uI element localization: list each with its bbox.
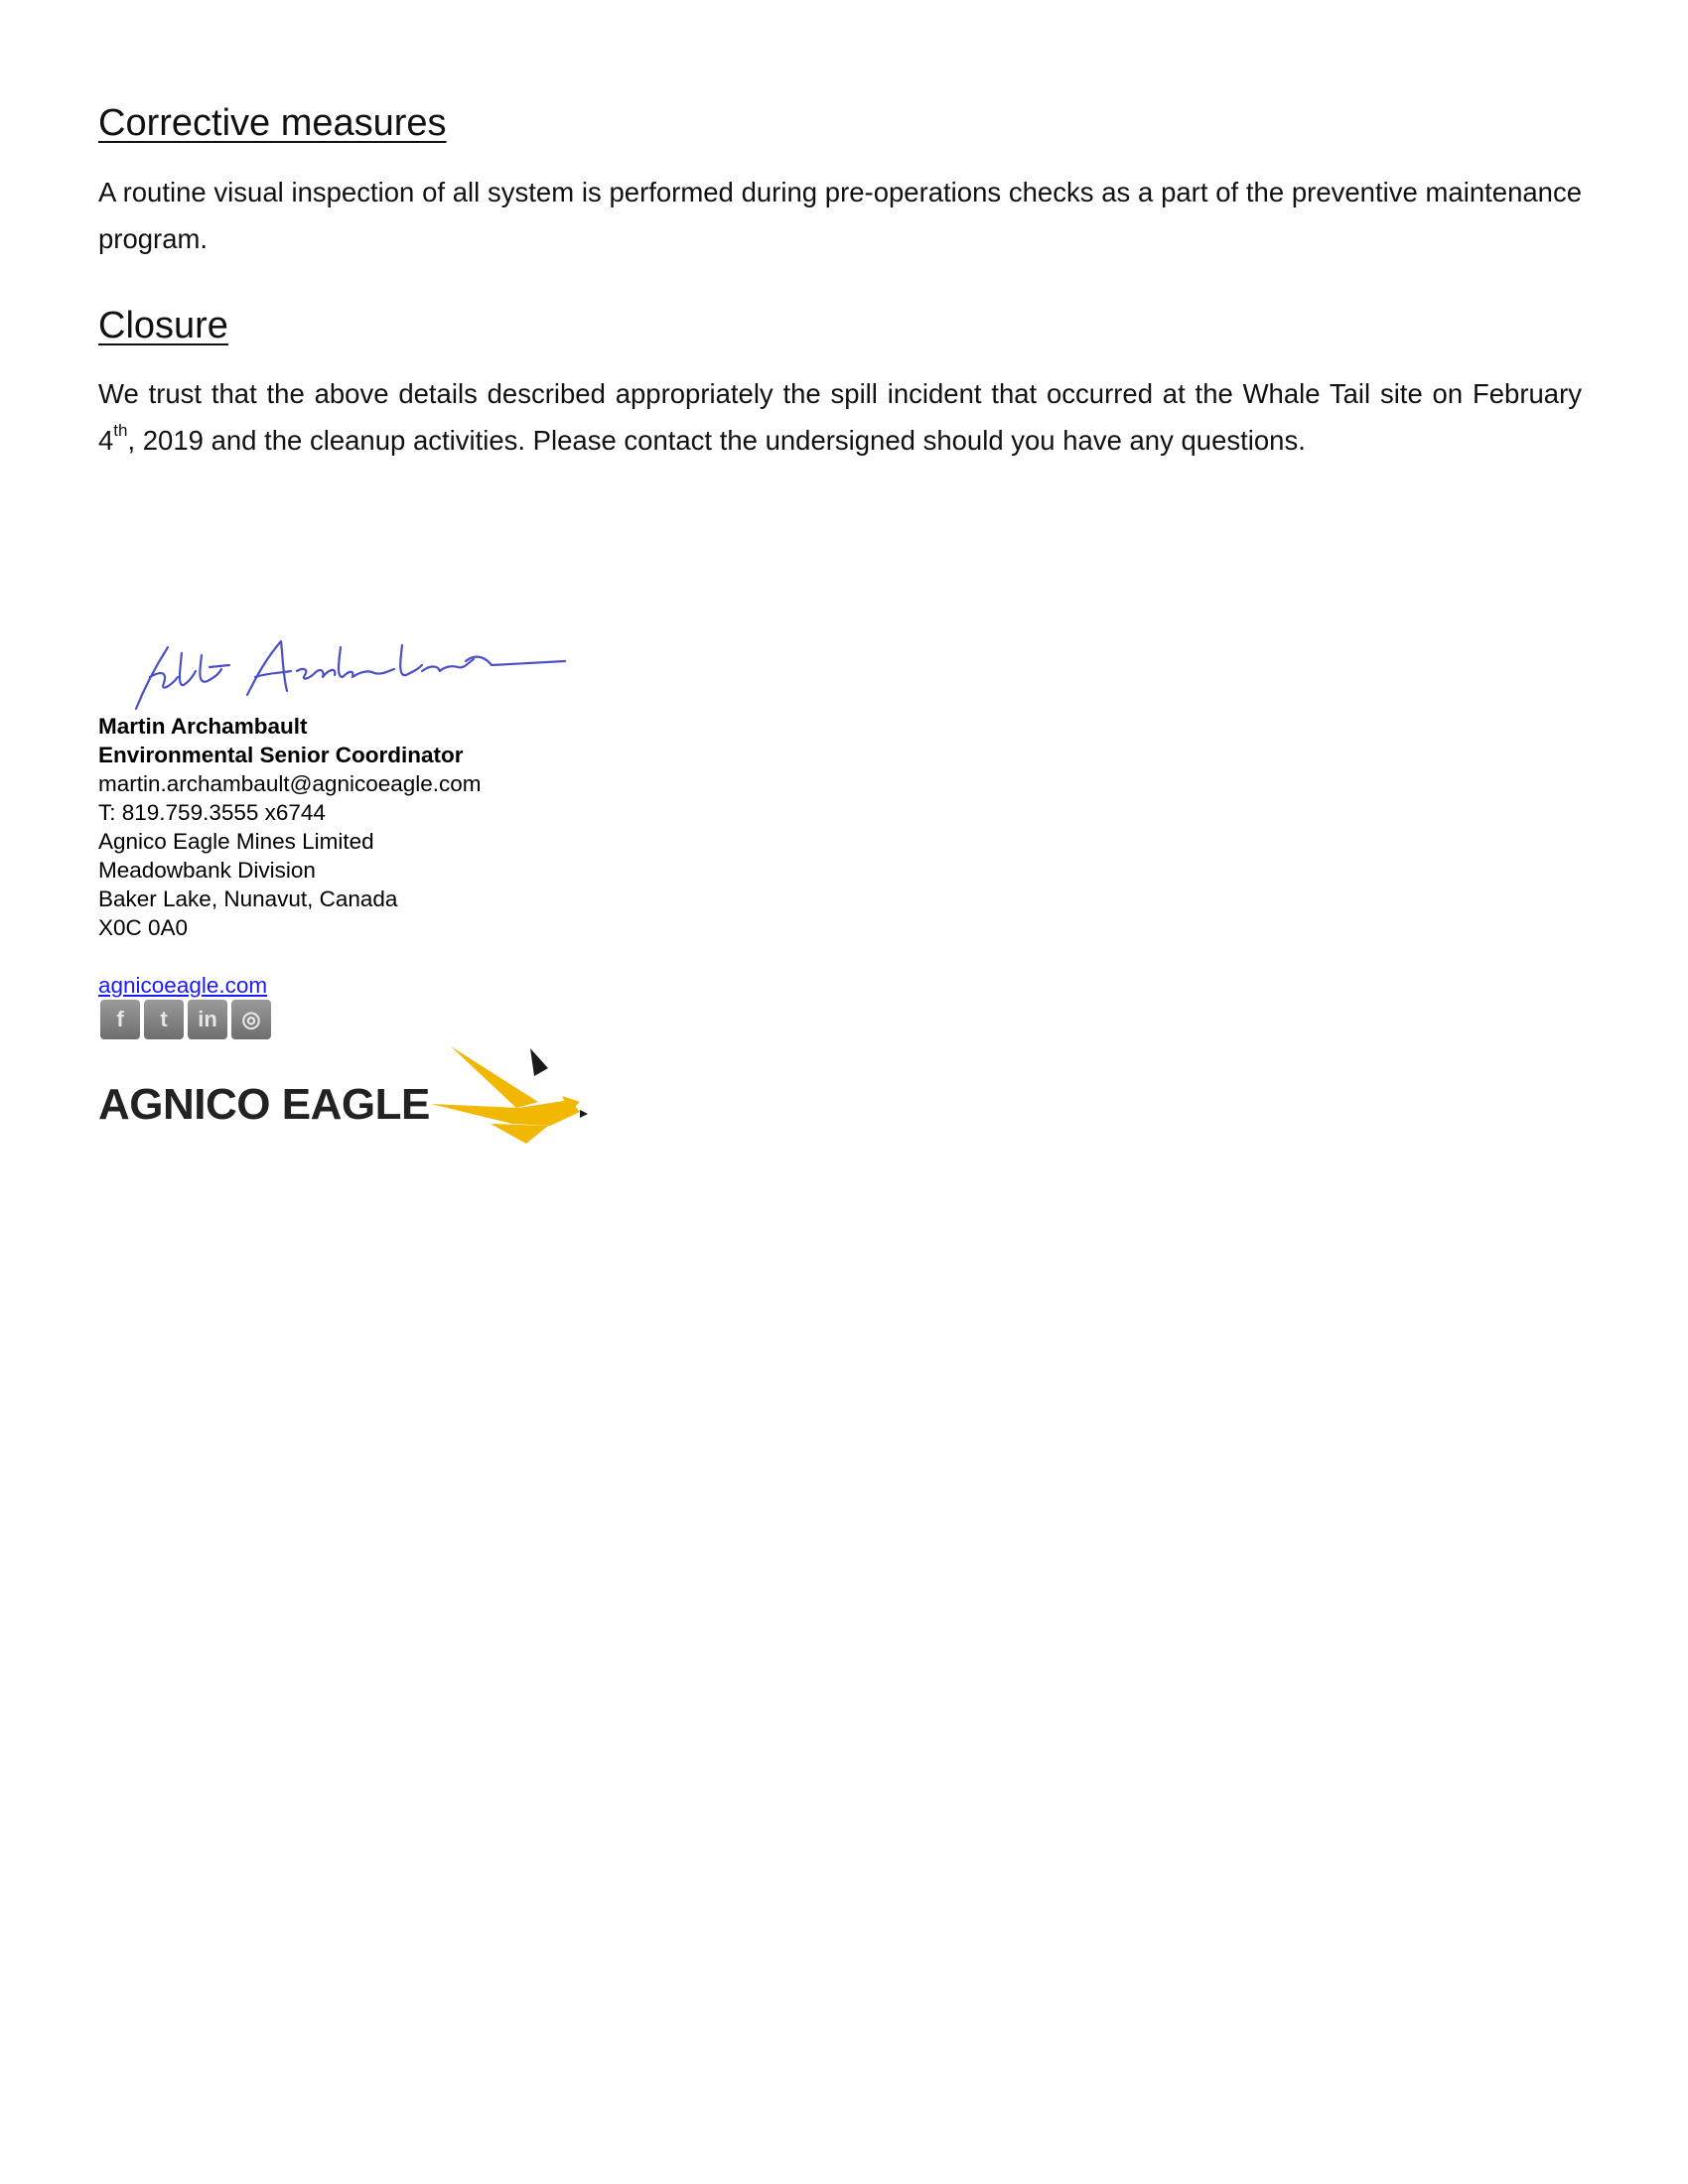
eagle-icon [431, 1040, 590, 1150]
signer-name: Martin Archambault [98, 714, 308, 739]
date-ordinal-suffix: th [113, 421, 128, 441]
eagle-wing-tip [530, 1048, 548, 1076]
letter-body [98, 101, 1582, 464]
division-name: Meadowbank Division [98, 858, 316, 883]
corrective-measures-text: A routine visual inspection of all system is performed during pre-operations checks as a part of the preventive maintenance program. [98, 176, 1582, 254]
address-location: Baker Lake, Nunavut, Canada [98, 887, 398, 911]
eagle-tail [491, 1124, 548, 1144]
signer-title: Environmental Senior Coordinator [98, 743, 464, 767]
handwritten-signature [98, 631, 575, 721]
corrective-measures-heading: Corrective measures [98, 102, 447, 144]
twitter-icon[interactable]: t [144, 1000, 184, 1039]
website-link[interactable]: agnicoeagle.com [98, 973, 268, 998]
signer-phone: T: 819.759.3555 x6744 [98, 800, 326, 825]
signer-email: martin.archambault@agnicoeagle.com [98, 771, 482, 796]
facebook-icon[interactable]: f [100, 1000, 140, 1039]
social-icons [100, 1000, 271, 1039]
company-name: Agnico Eagle Mines Limited [98, 829, 374, 854]
logo-wordmark: AGNICO EAGLE [98, 1080, 430, 1129]
instagram-icon[interactable]: ◎ [231, 1000, 271, 1039]
company-logo [98, 1040, 595, 1150]
closure-heading: Closure [98, 304, 228, 346]
eagle-beak [580, 1110, 588, 1118]
closure-text-part2: , 2019 and the cleanup activities. Please contact the undersigned should you have any questions. [127, 425, 1306, 457]
linkedin-icon[interactable]: in [188, 1000, 227, 1039]
closure-text [98, 370, 1582, 464]
eagle-wing-upper [451, 1046, 538, 1108]
signature-block [98, 712, 482, 1000]
eagle-body [431, 1100, 580, 1126]
address-postal-code: X0C 0A0 [98, 915, 189, 940]
closure-text-part1: We trust that the above details described appropriately the spill incident that occurred at the Whale Tail site on February 4 [98, 378, 1582, 457]
